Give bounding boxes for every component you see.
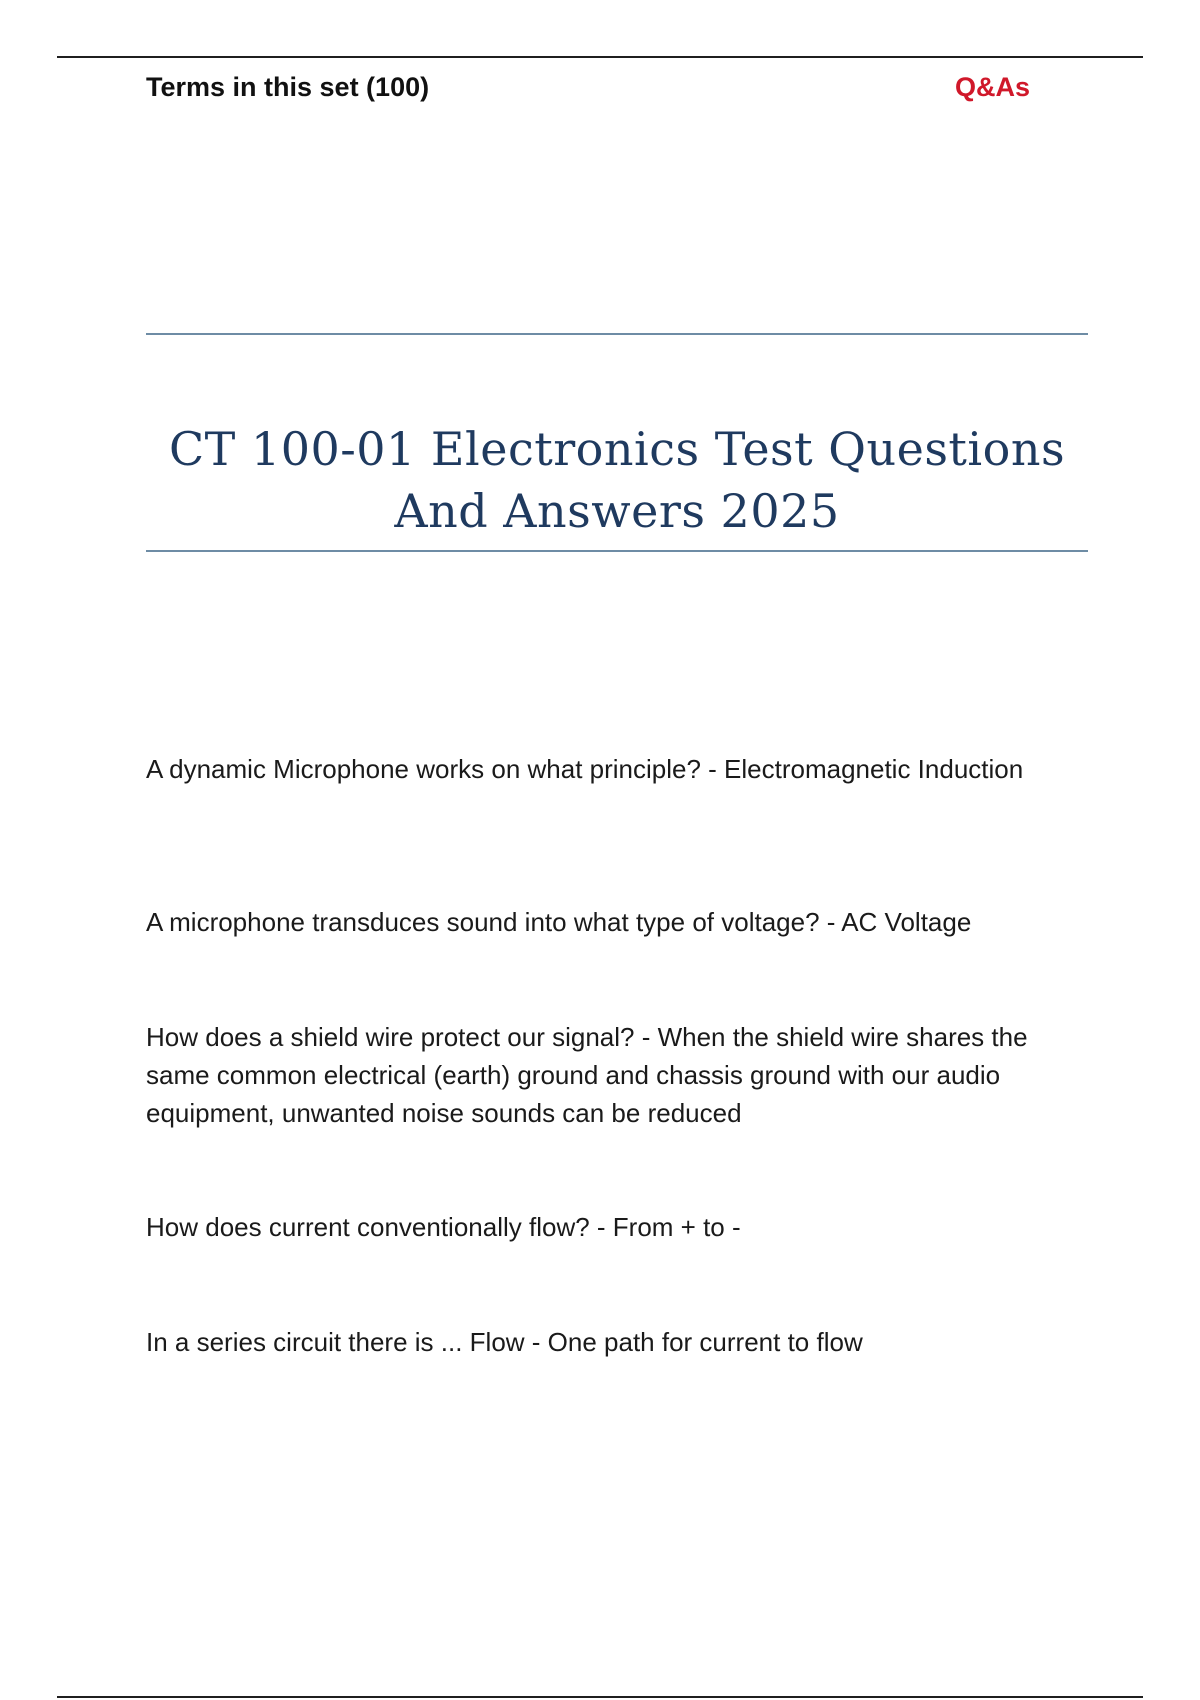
title-bottom-rule (146, 550, 1088, 552)
terms-count-label: Terms in this set (100) (146, 72, 430, 102)
title-line-2: And Answers 2025 (394, 484, 840, 538)
title-line-1: CT 100-01 Electronics Test Questions (168, 422, 1066, 476)
qa-item: How does current conventionally flow? - From + to - (146, 1212, 741, 1242)
title-top-rule (146, 333, 1088, 335)
qa-item: How does a shield wire protect our signal? - When the shield wire shares the same common electrical (earth) ground and chassis ground with our audio equipment, unwanted noise sounds can be reduced (146, 1022, 1028, 1128)
qa-label: Q&As (955, 72, 1031, 102)
qa-item: A dynamic Microphone works on what principle? - Electromagnetic Induction (146, 754, 1024, 784)
document-title (146, 418, 1088, 542)
top-rule (57, 56, 1143, 58)
qa-item: In a series circuit there is ... Flow - One path for current to flow (146, 1327, 863, 1357)
bottom-rule (57, 1696, 1143, 1698)
qa-item: A microphone transduces sound into what type of voltage? - AC Voltage (146, 907, 972, 937)
